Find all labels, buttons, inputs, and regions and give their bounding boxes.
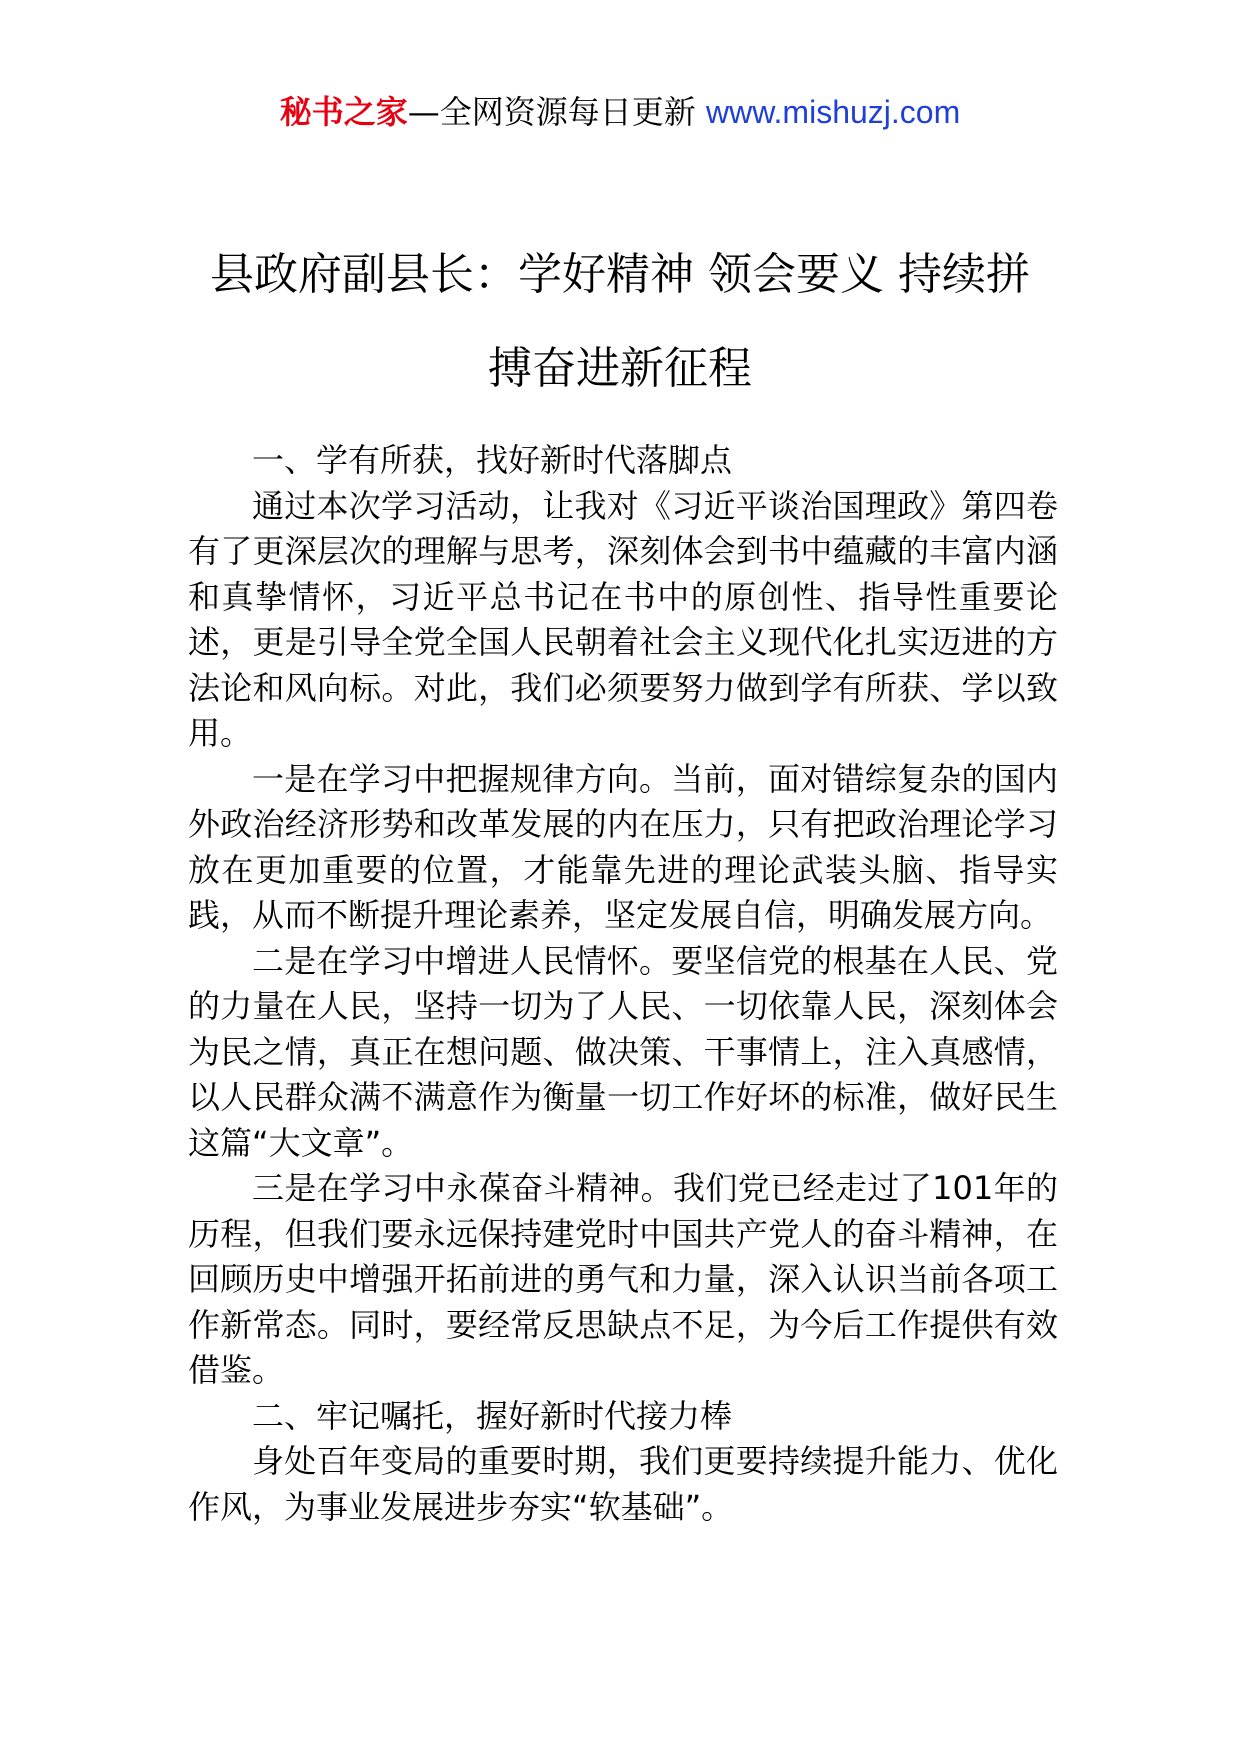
site-header [0,92,1240,132]
paragraph: 三是在学习中永葆奋斗精神。我们党已经走过了101年的历程，但我们要永远保持建党时中国共产党人的奋斗精神，在回顾历史中增强开拓前进的勇气和力量，深入认识当前各项工作新常态。同时，要经常反思缺点不足，为今后工作提供有效借鉴。 [188,1169,1058,1389]
title-line-2: 搏奋进新征程 [488,343,752,394]
paragraph: 通过本次学习活动，让我对《习近平谈治国理政》第四卷有了更深层次的理解与思考，深刻体会到书中蕴藏的丰富内涵和真挚情怀，习近平总书记在书中的原创性、指导性重要论述，更是引导全党全国人民朝着社会主义现代化扎实迈进的方法论和风向标。对此，我们必须要努力做到学有所获、学以致用。 [188,486,1058,752]
paragraph: 二是在学习中增进人民情怀。要坚信党的根基在人民、党的力量在人民，坚持一切为了人民、一切依靠人民，深刻体会为民之情，真正在想问题、做决策、干事情上，注入真感情，以人民群众满不满意作为衡量一切工作好坏的标准，做好民生这篇“大文章”。 [188,941,1058,1162]
section-heading-2: 二、牢记嘱托，握好新时代接力棒 [252,1396,733,1435]
paragraph: 一是在学习中把握规律方向。当前，面对错综复杂的国内外政治经济形势和改革发展的内在压力，只有把政治理论学习放在更加重要的位置，才能靠先进的理论武装头脑、指导实践，从而不断提升理论素养，坚定发展自信，明确发展方向。 [188,759,1058,934]
title-line-1: 县政府副县长：学好精神 领会要义 持续拼 [210,249,1030,300]
paragraph: 身处百年变局的重要时期，我们更要持续提升能力、优化作风，为事业发展进步夯实“软基础”。 [188,1442,1058,1526]
brand-name: 秘书之家 [279,93,408,131]
section-heading-1: 一、学有所获，找好新时代落脚点 [252,441,733,479]
document-title [180,228,1060,416]
document-body [188,438,1058,1530]
header-tagline: —全网资源每日更新 [407,93,706,131]
site-url-link[interactable]: www.mishuzj.com [705,94,961,130]
